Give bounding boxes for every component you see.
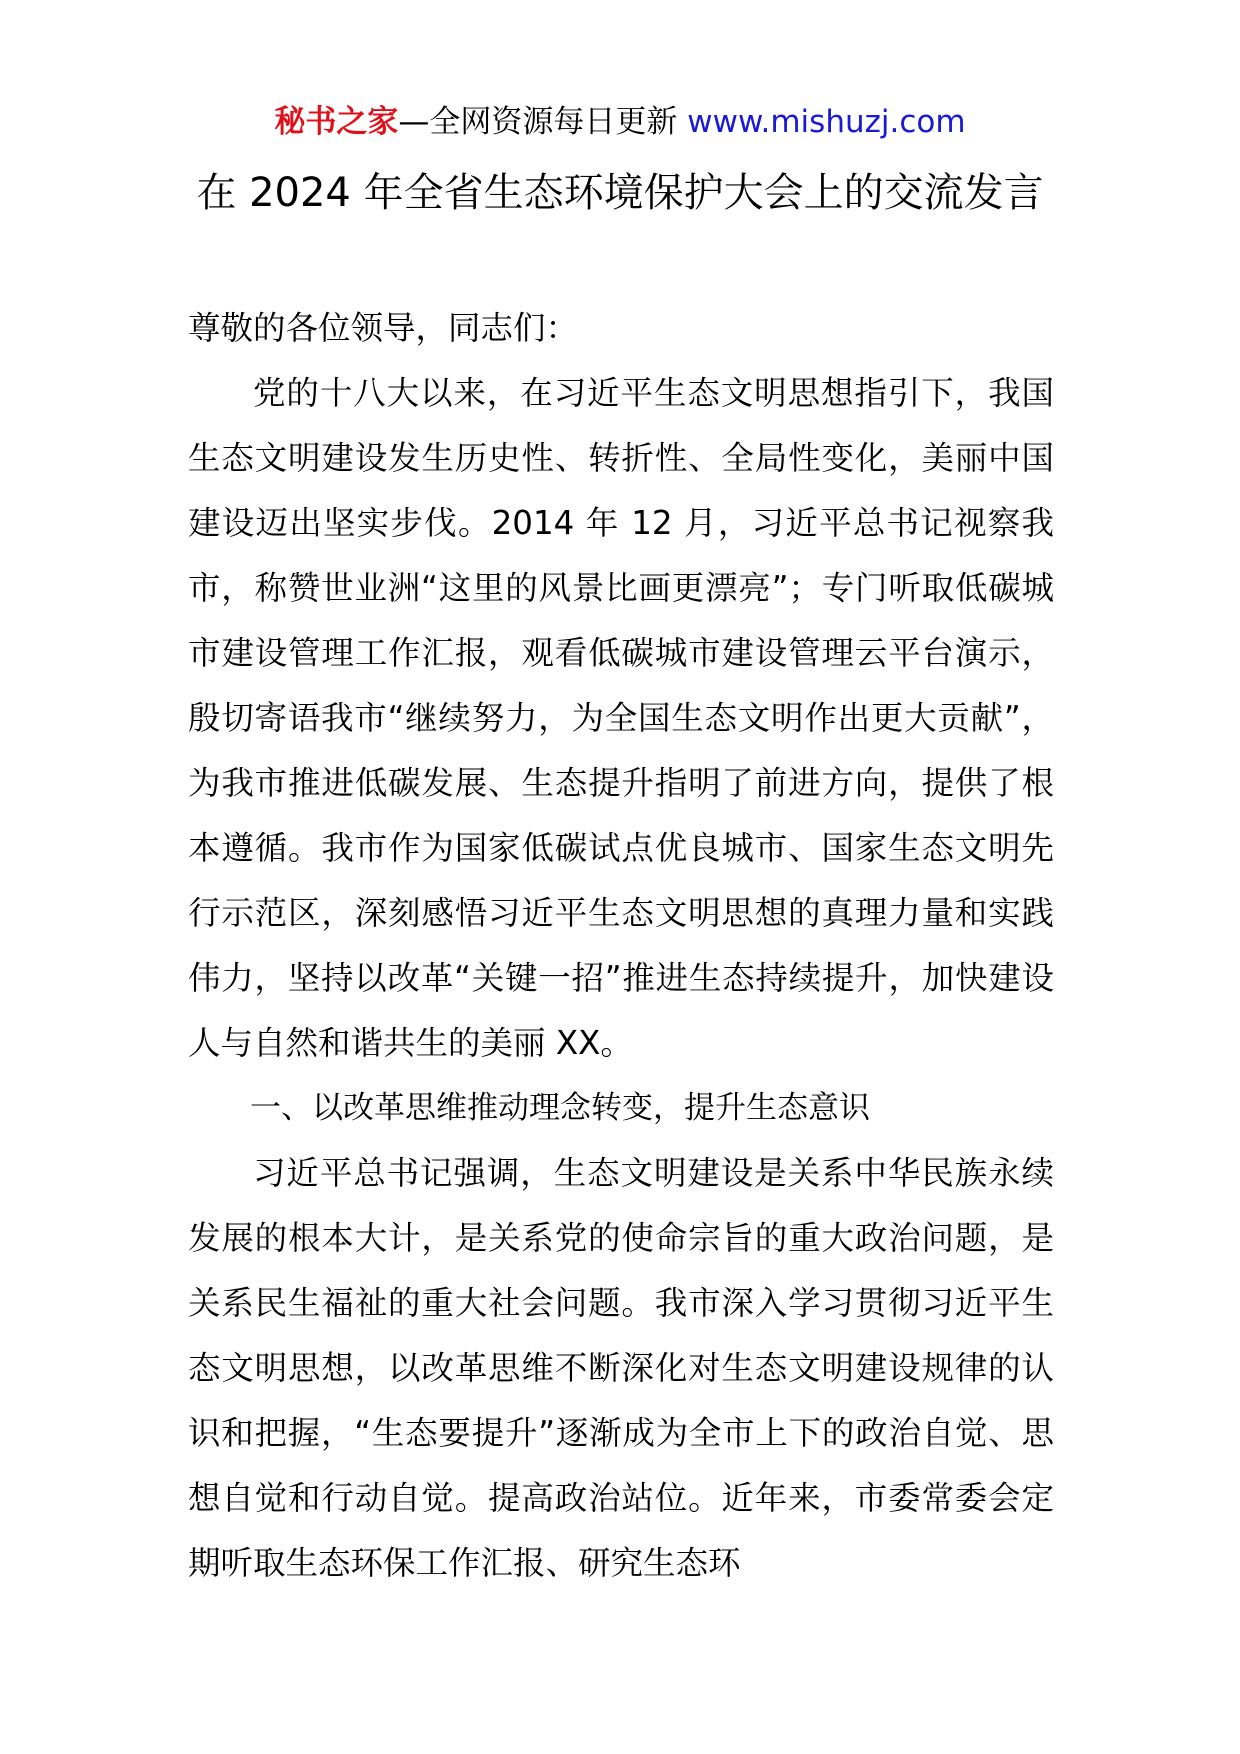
body-paragraph: 党的十八大以来，在习近平生态文明思想指引下，我国生态文明建设发生历史性、转折性、全局性变化，美丽中国建设迈出坚实步伐。2014 年 12 月，习近平总书记视察我市，称赞世业洲“这里的风景比画更漂亮”；专门听取低碳城市建设管理工作汇报，观看低碳城市建设管理云平台演示，殷切寄语我市“继续努力，为全国生态文明作出更大贡献”，为我市推进低碳发展、生态提升指明了前进方向，提供了根本遵循。我市作为国家低碳试点优良城市、国家生态文明先行示范区，深刻感悟习近平生态文明思想的真理力量和实践伟力，坚持以改革“关键一招”推进生态持续提升，加快建设人与自然和谐共生的美丽 XX。: [188, 374, 1054, 1062]
brand-name: 秘书之家: [274, 104, 399, 140]
site-url-link[interactable]: www.mishuzj.com: [687, 104, 966, 140]
section-heading: 一、以改革思维推动理念转变，提升生态意识: [250, 1090, 870, 1126]
body-paragraph: 习近平总书记强调，生态文明建设是关系中华民族永续发展的根本大计，是关系党的使命宗旨的重大政治问题，是关系民生福祉的重大社会问题。我市深入学习贯彻习近平生态文明思想，以改革思维不断深化对生态文明建设规律的认识和把握，“生态要提升”逐渐成为全市上下的政治自觉、思想自觉和行动自觉。提高政治站位。近年来，市委常委会定期听取生态环保工作汇报、研究生态环: [188, 1154, 1054, 1582]
header-slogan: —全网资源每日更新: [398, 104, 688, 140]
site-header: [0, 100, 1240, 144]
document-title: 在 2024 年全省生态环境保护大会上的交流发言: [196, 170, 1044, 216]
document-body: [188, 296, 1054, 1596]
salutation: 尊敬的各位领导，同志们：: [188, 309, 579, 347]
